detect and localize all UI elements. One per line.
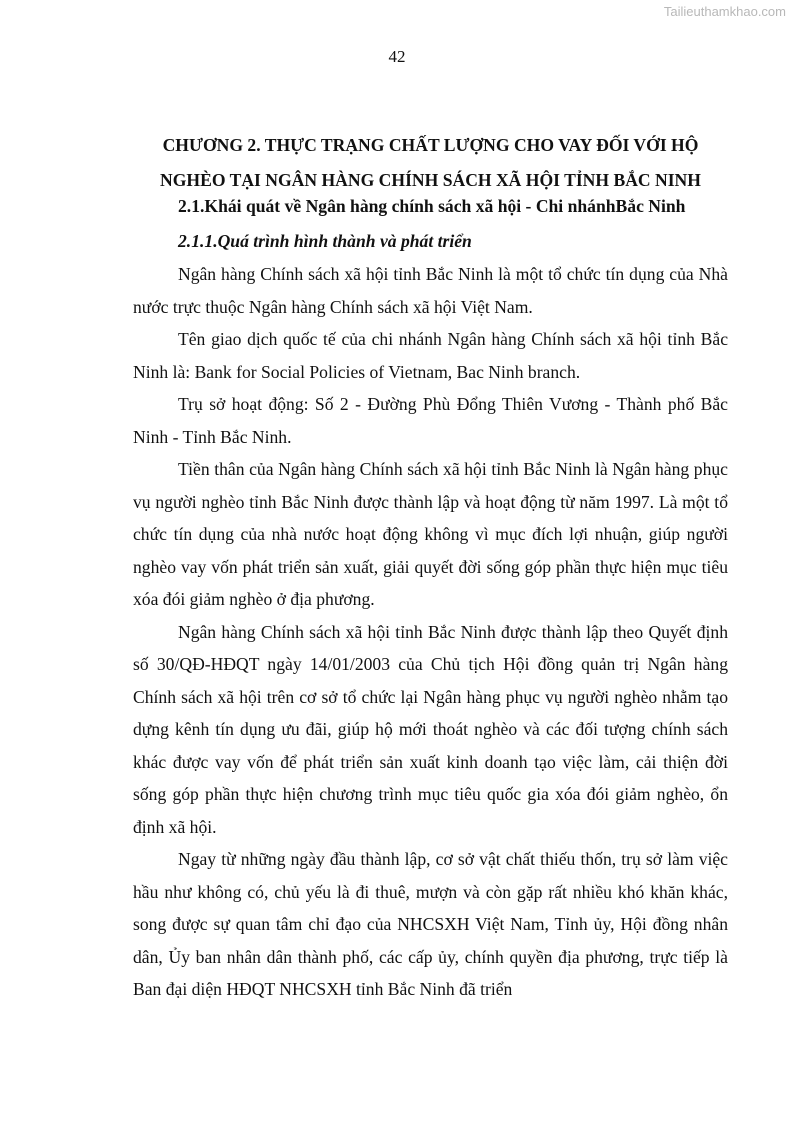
paragraph: Ngay từ những ngày đầu thành lập, cơ sở vật chất thiếu thốn, trụ sở làm việc hầu như không có, chủ yếu là đi thuê, mượn và còn gặp rất nhiều khó khăn khác, song được sự quan tâm chỉ đạo của NHCSXH Việt Nam, Tỉnh ủy, Hội đồng nhân dân, Ủy ban nhân dân thành phố, các cấp ủy, chính quyền địa phương, trực tiếp là Ban đại diện HĐQT NHCSXH tỉnh Bắc Ninh đã triển bbox=[133, 849, 728, 999]
subsection-title: 2.1.1.Quá trình hình thành và phát triển bbox=[178, 231, 472, 251]
chapter-title: CHƯƠNG 2. THỰC TRẠNG CHẤT LƯỢNG CHO VAY ĐỐI VỚI HỘ NGHÈO TẠI NGÂN HÀNG CHÍNH SÁCH XÃ HỘI TỈNH BẮC NINH bbox=[160, 135, 701, 190]
paragraph: Tiền thân của Ngân hàng Chính sách xã hội tỉnh Bắc Ninh là Ngân hàng phục vụ người nghèo tỉnh Bắc Ninh được thành lập và hoạt động từ năm 1997. Là một tổ chức tín dụng của nhà nước hoạt động không vì mục đích lợi nhuận, giúp người nghèo vay vốn phát triển sản xuất, giải quyết đời sống góp phần thực hiện mục tiêu xóa đói giảm nghèo ở địa phương. bbox=[133, 459, 728, 609]
paragraph: Ngân hàng Chính sách xã hội tỉnh Bắc Ninh được thành lập theo Quyết định số 30/QĐ-HĐQT ngày 14/01/2003 của Chủ tịch Hội đồng quản trị Ngân hàng Chính sách xã hội trên cơ sở tổ chức lại Ngân hàng phục vụ người nghèo nhằm tạo dựng kênh tín dụng ưu đãi, giúp hộ mới thoát nghèo và các đối tượng chính sách khác được vay vốn để phát triển sản xuất kinh doanh tạo việc làm, cải thiện đời sống góp phần thực hiện chương trình mục tiêu quốc gia xóa đói giảm nghèo, ổn định xã hội. bbox=[133, 621, 728, 837]
paragraph: Trụ sở hoạt động: Số 2 - Đường Phù Đổng Thiên Vương - Thành phố Bắc Ninh - Tỉnh Bắc Ninh. bbox=[133, 394, 728, 447]
paragraph: Ngân hàng Chính sách xã hội tỉnh Bắc Ninh là một tổ chức tín dụng của Nhà nước trực thuộc Ngân hàng Chính sách xã hội Việt Nam. bbox=[133, 264, 728, 317]
paragraph: Tên giao dịch quốc tế của chi nhánh Ngân hàng Chính sách xã hội tỉnh Bắc Ninh là: Bank for Social Policies of Vietnam, Bac Ninh branch. bbox=[133, 329, 728, 382]
body-text bbox=[133, 258, 728, 1006]
section-title: 2.1.Khái quát về Ngân hàng chính sách xã hội - Chi nhánhBắc Ninh bbox=[178, 196, 686, 216]
watermark: Tailieuthamkhao.com bbox=[663, 4, 786, 19]
page-number: 42 bbox=[388, 47, 406, 66]
